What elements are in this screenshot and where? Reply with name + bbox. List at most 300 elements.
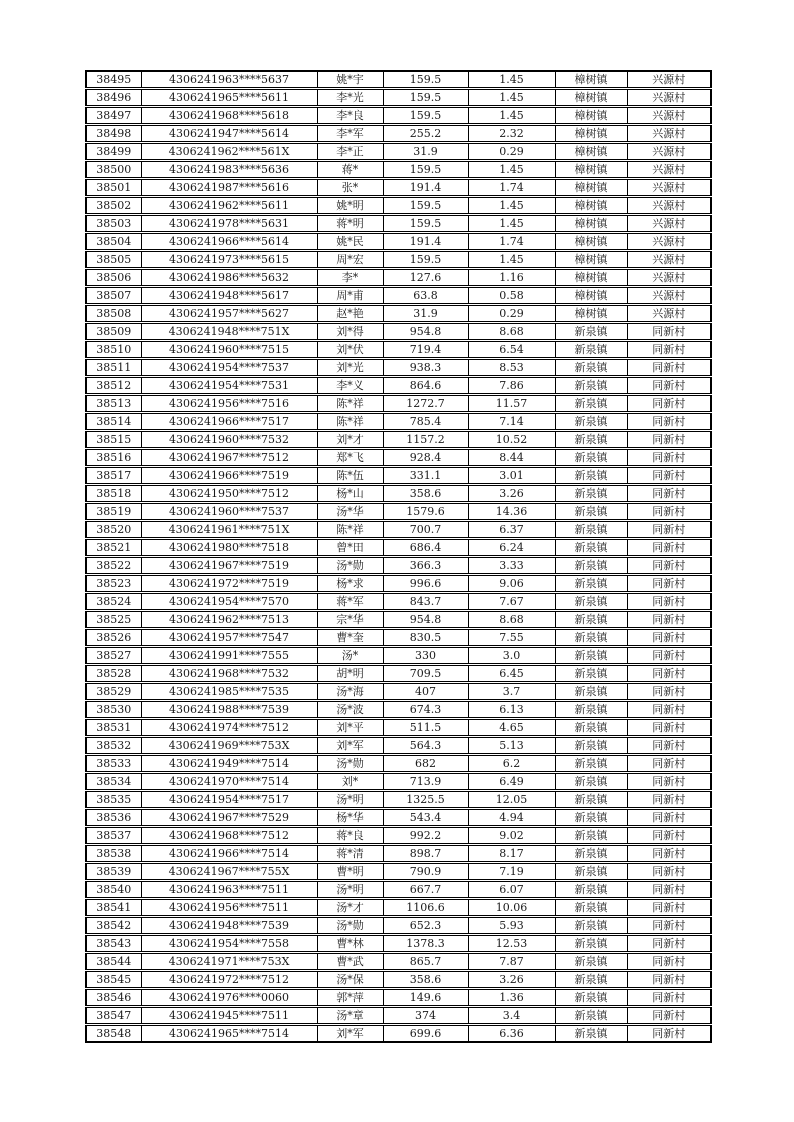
table-row [86, 809, 711, 827]
id-number-cell: 4306241963****7511 [141, 881, 317, 899]
amount-cell: 407 [383, 683, 468, 701]
id-number-cell: 4306241976****0060 [141, 989, 317, 1007]
town-cell: 新泉镇 [555, 665, 627, 683]
table-row [86, 791, 711, 809]
name-cell: 陈*祥 [317, 413, 383, 431]
name-cell: 曹*奎 [317, 629, 383, 647]
village-cell: 同新村 [627, 791, 711, 809]
town-cell: 樟树镇 [555, 233, 627, 251]
id-number-cell: 4306241962****7513 [141, 611, 317, 629]
name-cell: 陈*祥 [317, 521, 383, 539]
amount-cell: 1579.6 [383, 503, 468, 521]
id-number-cell: 4306241948****751X [141, 323, 317, 341]
town-cell: 新泉镇 [555, 395, 627, 413]
town-cell: 樟树镇 [555, 161, 627, 179]
town-cell: 新泉镇 [555, 647, 627, 665]
amount-cell: 31.9 [383, 143, 468, 161]
amount-cell: 31.9 [383, 305, 468, 323]
id-number-cell: 4306241968****7512 [141, 827, 317, 845]
town-cell: 樟树镇 [555, 197, 627, 215]
seq-cell: 38521 [86, 539, 141, 557]
area-cell: 7.67 [468, 593, 555, 611]
town-cell: 新泉镇 [555, 413, 627, 431]
amount-cell: 191.4 [383, 233, 468, 251]
name-cell: 陈*伍 [317, 467, 383, 485]
table-row [86, 107, 711, 125]
area-cell: 5.13 [468, 737, 555, 755]
amount-cell: 700.7 [383, 521, 468, 539]
village-cell: 同新村 [627, 611, 711, 629]
id-number-cell: 4306241985****7535 [141, 683, 317, 701]
town-cell: 新泉镇 [555, 953, 627, 971]
amount-cell: 159.5 [383, 215, 468, 233]
table-row [86, 395, 711, 413]
village-cell: 同新村 [627, 341, 711, 359]
amount-cell: 191.4 [383, 179, 468, 197]
village-cell: 同新村 [627, 755, 711, 773]
area-cell: 6.07 [468, 881, 555, 899]
table-row [86, 413, 711, 431]
table-row [86, 233, 711, 251]
table-row [86, 161, 711, 179]
table-row [86, 665, 711, 683]
amount-cell: 159.5 [383, 251, 468, 269]
area-cell: 0.29 [468, 305, 555, 323]
table-row [86, 845, 711, 863]
area-cell: 7.86 [468, 377, 555, 395]
village-cell: 同新村 [627, 773, 711, 791]
amount-cell: 358.6 [383, 971, 468, 989]
table-row [86, 539, 711, 557]
amount-cell: 699.6 [383, 1025, 468, 1043]
id-number-cell: 4306241954****7537 [141, 359, 317, 377]
seq-cell: 38533 [86, 755, 141, 773]
table-row [86, 1007, 711, 1025]
village-cell: 兴源村 [627, 197, 711, 215]
table-row [86, 359, 711, 377]
town-cell: 樟树镇 [555, 89, 627, 107]
seq-cell: 38506 [86, 269, 141, 287]
table-row [86, 647, 711, 665]
name-cell: 汤* [317, 647, 383, 665]
name-cell: 杨*华 [317, 809, 383, 827]
table-row [86, 287, 711, 305]
name-cell: 刘* [317, 773, 383, 791]
area-cell: 7.87 [468, 953, 555, 971]
name-cell: 宗*华 [317, 611, 383, 629]
seq-cell: 38498 [86, 125, 141, 143]
table-row [86, 467, 711, 485]
id-number-cell: 4306241948****7539 [141, 917, 317, 935]
name-cell: 蒋*良 [317, 827, 383, 845]
town-cell: 新泉镇 [555, 809, 627, 827]
area-cell: 1.45 [468, 161, 555, 179]
village-cell: 同新村 [627, 827, 711, 845]
village-cell: 同新村 [627, 431, 711, 449]
town-cell: 新泉镇 [555, 629, 627, 647]
table-row [86, 89, 711, 107]
area-cell: 3.26 [468, 485, 555, 503]
name-cell: 张* [317, 179, 383, 197]
amount-cell: 159.5 [383, 89, 468, 107]
area-cell: 6.49 [468, 773, 555, 791]
name-cell: 周*宏 [317, 251, 383, 269]
name-cell: 汤*勋 [317, 917, 383, 935]
seq-cell: 38545 [86, 971, 141, 989]
name-cell: 刘*得 [317, 323, 383, 341]
town-cell: 新泉镇 [555, 791, 627, 809]
village-cell: 同新村 [627, 899, 711, 917]
id-number-cell: 4306241987****5616 [141, 179, 317, 197]
town-cell: 新泉镇 [555, 359, 627, 377]
name-cell: 汤*明 [317, 881, 383, 899]
table-row [86, 143, 711, 161]
table-row [86, 917, 711, 935]
id-number-cell: 4306241980****7518 [141, 539, 317, 557]
id-number-cell: 4306241960****7537 [141, 503, 317, 521]
id-number-cell: 4306241968****7532 [141, 665, 317, 683]
amount-cell: 790.9 [383, 863, 468, 881]
area-cell: 8.68 [468, 611, 555, 629]
amount-cell: 709.5 [383, 665, 468, 683]
town-cell: 新泉镇 [555, 737, 627, 755]
table-row [86, 449, 711, 467]
table-row [86, 575, 711, 593]
town-cell: 新泉镇 [555, 503, 627, 521]
table-row [86, 305, 711, 323]
amount-cell: 652.3 [383, 917, 468, 935]
id-number-cell: 4306241978****5631 [141, 215, 317, 233]
area-cell: 1.16 [468, 269, 555, 287]
area-cell: 10.52 [468, 431, 555, 449]
amount-cell: 358.6 [383, 485, 468, 503]
area-cell: 1.45 [468, 107, 555, 125]
village-cell: 同新村 [627, 485, 711, 503]
amount-cell: 682 [383, 755, 468, 773]
amount-cell: 63.8 [383, 287, 468, 305]
village-cell: 同新村 [627, 323, 711, 341]
town-cell: 新泉镇 [555, 773, 627, 791]
name-cell: 汤*海 [317, 683, 383, 701]
name-cell: 姚*宇 [317, 71, 383, 89]
amount-cell: 865.7 [383, 953, 468, 971]
id-number-cell: 4306241961****751X [141, 521, 317, 539]
village-cell: 同新村 [627, 953, 711, 971]
id-number-cell: 4306241971****753X [141, 953, 317, 971]
seq-cell: 38509 [86, 323, 141, 341]
id-number-cell: 4306241948****5617 [141, 287, 317, 305]
area-cell: 6.2 [468, 755, 555, 773]
id-number-cell: 4306241966****7517 [141, 413, 317, 431]
area-cell: 3.01 [468, 467, 555, 485]
town-cell: 樟树镇 [555, 107, 627, 125]
id-number-cell: 4306241967****7529 [141, 809, 317, 827]
id-number-cell: 4306241972****7519 [141, 575, 317, 593]
area-cell: 3.26 [468, 971, 555, 989]
id-number-cell: 4306241967****7519 [141, 557, 317, 575]
id-number-cell: 4306241972****7512 [141, 971, 317, 989]
name-cell: 刘*平 [317, 719, 383, 737]
seq-cell: 38508 [86, 305, 141, 323]
amount-cell: 127.6 [383, 269, 468, 287]
village-cell: 同新村 [627, 1025, 711, 1043]
id-number-cell: 4306241967****7512 [141, 449, 317, 467]
seq-cell: 38546 [86, 989, 141, 1007]
id-number-cell: 4306241960****7532 [141, 431, 317, 449]
seq-cell: 38505 [86, 251, 141, 269]
amount-cell: 954.8 [383, 323, 468, 341]
area-cell: 6.45 [468, 665, 555, 683]
seq-cell: 38548 [86, 1025, 141, 1043]
table-row [86, 1025, 711, 1043]
table-row [86, 179, 711, 197]
area-cell: 8.44 [468, 449, 555, 467]
amount-cell: 667.7 [383, 881, 468, 899]
town-cell: 樟树镇 [555, 215, 627, 233]
village-cell: 同新村 [627, 377, 711, 395]
village-cell: 同新村 [627, 845, 711, 863]
village-cell: 同新村 [627, 701, 711, 719]
seq-cell: 38495 [86, 71, 141, 89]
seq-cell: 38514 [86, 413, 141, 431]
amount-cell: 864.6 [383, 377, 468, 395]
area-cell: 9.02 [468, 827, 555, 845]
amount-cell: 1106.6 [383, 899, 468, 917]
id-number-cell: 4306241954****7517 [141, 791, 317, 809]
amount-cell: 511.5 [383, 719, 468, 737]
table-row [86, 971, 711, 989]
amount-cell: 543.4 [383, 809, 468, 827]
amount-cell: 843.7 [383, 593, 468, 611]
area-cell: 3.7 [468, 683, 555, 701]
village-cell: 同新村 [627, 1007, 711, 1025]
village-cell: 同新村 [627, 881, 711, 899]
table-row [86, 377, 711, 395]
town-cell: 新泉镇 [555, 1007, 627, 1025]
town-cell: 新泉镇 [555, 593, 627, 611]
village-cell: 同新村 [627, 413, 711, 431]
town-cell: 新泉镇 [555, 485, 627, 503]
seq-cell: 38518 [86, 485, 141, 503]
id-number-cell: 4306241966****7514 [141, 845, 317, 863]
seq-cell: 38528 [86, 665, 141, 683]
village-cell: 兴源村 [627, 179, 711, 197]
area-cell: 7.19 [468, 863, 555, 881]
seq-cell: 38537 [86, 827, 141, 845]
seq-cell: 38511 [86, 359, 141, 377]
town-cell: 新泉镇 [555, 935, 627, 953]
village-cell: 同新村 [627, 629, 711, 647]
area-cell: 7.55 [468, 629, 555, 647]
amount-cell: 954.8 [383, 611, 468, 629]
name-cell: 李*正 [317, 143, 383, 161]
name-cell: 汤*勋 [317, 557, 383, 575]
area-cell: 6.24 [468, 539, 555, 557]
town-cell: 新泉镇 [555, 539, 627, 557]
amount-cell: 159.5 [383, 161, 468, 179]
table-row [86, 125, 711, 143]
area-cell: 14.36 [468, 503, 555, 521]
area-cell: 1.45 [468, 89, 555, 107]
id-number-cell: 4306241945****7511 [141, 1007, 317, 1025]
area-cell: 1.45 [468, 71, 555, 89]
town-cell: 新泉镇 [555, 899, 627, 917]
village-cell: 兴源村 [627, 107, 711, 125]
town-cell: 新泉镇 [555, 323, 627, 341]
seq-cell: 38519 [86, 503, 141, 521]
amount-cell: 719.4 [383, 341, 468, 359]
amount-cell: 713.9 [383, 773, 468, 791]
seq-cell: 38525 [86, 611, 141, 629]
name-cell: 杨*求 [317, 575, 383, 593]
id-number-cell: 4306241962****561X [141, 143, 317, 161]
village-cell: 兴源村 [627, 269, 711, 287]
table-row [86, 881, 711, 899]
village-cell: 同新村 [627, 917, 711, 935]
id-number-cell: 4306241960****7515 [141, 341, 317, 359]
area-cell: 3.4 [468, 1007, 555, 1025]
amount-cell: 1378.3 [383, 935, 468, 953]
table-row [86, 737, 711, 755]
seq-cell: 38532 [86, 737, 141, 755]
seq-cell: 38507 [86, 287, 141, 305]
name-cell: 曹*林 [317, 935, 383, 953]
table-row [86, 611, 711, 629]
seq-cell: 38530 [86, 701, 141, 719]
name-cell: 刘*光 [317, 359, 383, 377]
town-cell: 新泉镇 [555, 377, 627, 395]
village-cell: 同新村 [627, 521, 711, 539]
name-cell: 蒋* [317, 161, 383, 179]
name-cell: 杨*山 [317, 485, 383, 503]
area-cell: 7.14 [468, 413, 555, 431]
table-row [86, 251, 711, 269]
id-number-cell: 4306241954****7558 [141, 935, 317, 953]
amount-cell: 686.4 [383, 539, 468, 557]
area-cell: 11.57 [468, 395, 555, 413]
table-row [86, 827, 711, 845]
table-row [86, 953, 711, 971]
village-cell: 兴源村 [627, 143, 711, 161]
area-cell: 12.05 [468, 791, 555, 809]
village-cell: 同新村 [627, 665, 711, 683]
town-cell: 新泉镇 [555, 917, 627, 935]
name-cell: 李*义 [317, 377, 383, 395]
seq-cell: 38496 [86, 89, 141, 107]
id-number-cell: 4306241949****7514 [141, 755, 317, 773]
town-cell: 新泉镇 [555, 521, 627, 539]
amount-cell: 149.6 [383, 989, 468, 1007]
id-number-cell: 4306241963****5637 [141, 71, 317, 89]
town-cell: 新泉镇 [555, 719, 627, 737]
id-number-cell: 4306241957****7547 [141, 629, 317, 647]
name-cell: 汤*保 [317, 971, 383, 989]
amount-cell: 1325.5 [383, 791, 468, 809]
name-cell: 蒋*军 [317, 593, 383, 611]
village-cell: 同新村 [627, 557, 711, 575]
town-cell: 樟树镇 [555, 251, 627, 269]
seq-cell: 38531 [86, 719, 141, 737]
amount-cell: 785.4 [383, 413, 468, 431]
name-cell: 李*军 [317, 125, 383, 143]
area-cell: 8.68 [468, 323, 555, 341]
area-cell: 6.36 [468, 1025, 555, 1043]
seq-cell: 38515 [86, 431, 141, 449]
name-cell: 刘*才 [317, 431, 383, 449]
town-cell: 新泉镇 [555, 449, 627, 467]
table-row [86, 593, 711, 611]
table-row [86, 557, 711, 575]
area-cell: 8.53 [468, 359, 555, 377]
seq-cell: 38544 [86, 953, 141, 971]
town-cell: 樟树镇 [555, 305, 627, 323]
name-cell: 胡*明 [317, 665, 383, 683]
table-row [86, 71, 711, 89]
id-number-cell: 4306241966****7519 [141, 467, 317, 485]
seq-cell: 38524 [86, 593, 141, 611]
id-number-cell: 4306241965****7514 [141, 1025, 317, 1043]
table-row [86, 521, 711, 539]
village-cell: 同新村 [627, 863, 711, 881]
id-number-cell: 4306241965****5611 [141, 89, 317, 107]
village-cell: 同新村 [627, 593, 711, 611]
village-cell: 兴源村 [627, 71, 711, 89]
village-cell: 兴源村 [627, 305, 711, 323]
id-number-cell: 4306241962****5611 [141, 197, 317, 215]
town-cell: 樟树镇 [555, 179, 627, 197]
id-number-cell: 4306241983****5636 [141, 161, 317, 179]
town-cell: 新泉镇 [555, 989, 627, 1007]
town-cell: 樟树镇 [555, 269, 627, 287]
town-cell: 新泉镇 [555, 683, 627, 701]
name-cell: 汤*华 [317, 503, 383, 521]
area-cell: 6.13 [468, 701, 555, 719]
id-number-cell: 4306241947****5614 [141, 125, 317, 143]
town-cell: 新泉镇 [555, 881, 627, 899]
amount-cell: 996.6 [383, 575, 468, 593]
name-cell: 曹*武 [317, 953, 383, 971]
name-cell: 郑*飞 [317, 449, 383, 467]
amount-cell: 255.2 [383, 125, 468, 143]
name-cell: 汤*才 [317, 899, 383, 917]
seq-cell: 38539 [86, 863, 141, 881]
amount-cell: 564.3 [383, 737, 468, 755]
name-cell: 刘*军 [317, 737, 383, 755]
name-cell: 姚*明 [317, 197, 383, 215]
amount-cell: 1272.7 [383, 395, 468, 413]
amount-cell: 830.5 [383, 629, 468, 647]
area-cell: 0.58 [468, 287, 555, 305]
town-cell: 樟树镇 [555, 143, 627, 161]
table-row [86, 719, 711, 737]
name-cell: 曹*明 [317, 863, 383, 881]
amount-cell: 159.5 [383, 71, 468, 89]
id-number-cell: 4306241986****5632 [141, 269, 317, 287]
name-cell: 曾*田 [317, 539, 383, 557]
id-number-cell: 4306241988****7539 [141, 701, 317, 719]
village-cell: 同新村 [627, 539, 711, 557]
area-cell: 5.93 [468, 917, 555, 935]
name-cell: 郭*萍 [317, 989, 383, 1007]
town-cell: 新泉镇 [555, 575, 627, 593]
village-cell: 同新村 [627, 467, 711, 485]
village-cell: 同新村 [627, 719, 711, 737]
name-cell: 赵*艳 [317, 305, 383, 323]
town-cell: 新泉镇 [555, 755, 627, 773]
area-cell: 10.06 [468, 899, 555, 917]
seq-cell: 38536 [86, 809, 141, 827]
town-cell: 樟树镇 [555, 71, 627, 89]
